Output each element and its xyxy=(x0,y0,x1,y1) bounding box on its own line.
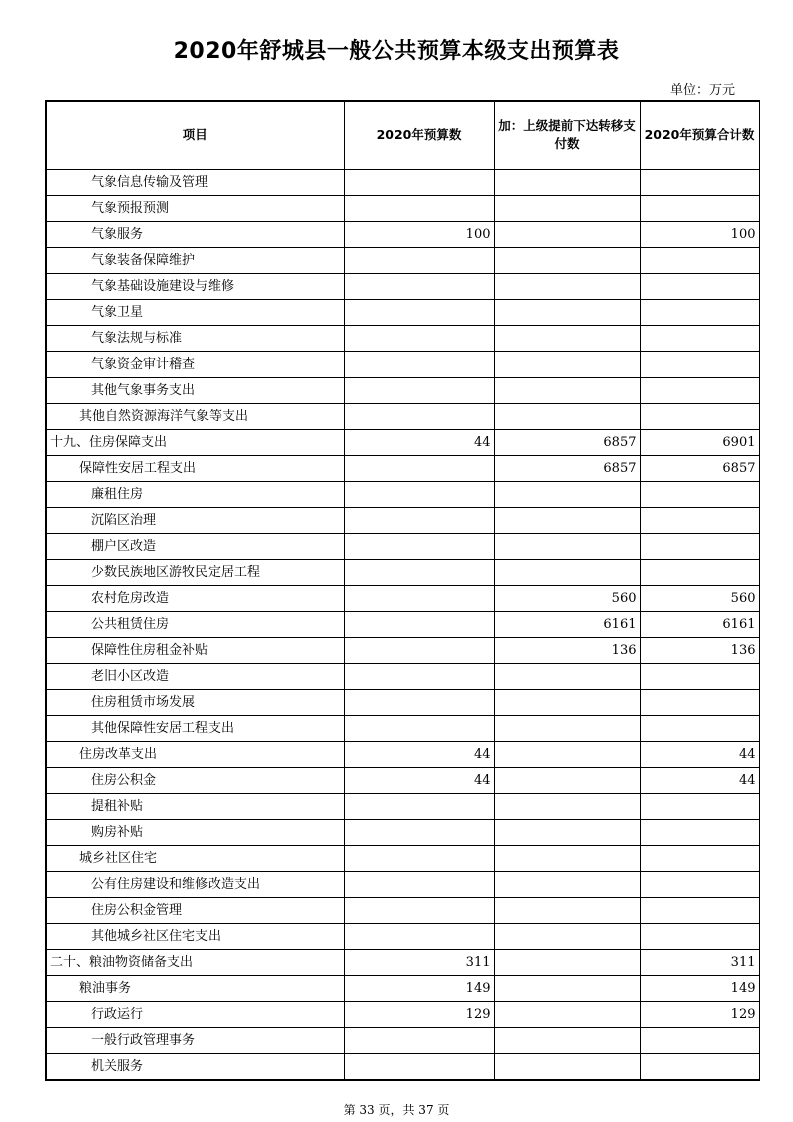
table-row xyxy=(46,403,759,429)
budget-cell xyxy=(344,273,494,299)
budget-cell: 100 xyxy=(344,221,494,247)
transfer-cell xyxy=(494,533,640,559)
table-row xyxy=(46,429,759,455)
total-cell: 44 xyxy=(640,741,759,767)
table-row xyxy=(46,923,759,949)
table-row xyxy=(46,767,759,793)
total-cell xyxy=(640,923,759,949)
budget-cell xyxy=(344,585,494,611)
transfer-cell: 6857 xyxy=(494,429,640,455)
budget-cell xyxy=(344,481,494,507)
total-cell xyxy=(640,377,759,403)
total-cell: 100 xyxy=(640,221,759,247)
header-row xyxy=(46,101,759,169)
budget-cell xyxy=(344,1027,494,1053)
table-row xyxy=(46,897,759,923)
total-cell: 129 xyxy=(640,1001,759,1027)
item-name-cell: 其他自然资源海洋气象等支出 xyxy=(46,403,344,429)
transfer-cell xyxy=(494,819,640,845)
transfer-cell xyxy=(494,377,640,403)
transfer-cell xyxy=(494,351,640,377)
item-name-cell: 机关服务 xyxy=(46,1053,344,1080)
total-cell xyxy=(640,897,759,923)
transfer-cell xyxy=(494,689,640,715)
total-cell: 136 xyxy=(640,637,759,663)
budget-cell: 44 xyxy=(344,429,494,455)
item-name-cell: 粮油事务 xyxy=(46,975,344,1001)
item-name-cell: 住房公积金 xyxy=(46,767,344,793)
table-row xyxy=(46,221,759,247)
total-cell xyxy=(640,689,759,715)
total-cell xyxy=(640,481,759,507)
table-row xyxy=(46,507,759,533)
transfer-cell xyxy=(494,559,640,585)
item-name-cell: 其他保障性安居工程支出 xyxy=(46,715,344,741)
item-name-cell: 保障性安居工程支出 xyxy=(46,455,344,481)
item-name-cell: 廉租住房 xyxy=(46,481,344,507)
item-name-cell: 公共租赁住房 xyxy=(46,611,344,637)
budget-cell xyxy=(344,377,494,403)
table-row xyxy=(46,1053,759,1080)
budget-cell xyxy=(344,559,494,585)
total-cell xyxy=(640,403,759,429)
budget-cell xyxy=(344,403,494,429)
item-name-cell: 气象预报预测 xyxy=(46,195,344,221)
total-cell xyxy=(640,195,759,221)
table-row xyxy=(46,299,759,325)
budget-cell xyxy=(344,611,494,637)
table-header xyxy=(46,101,759,169)
item-name-cell: 气象卫星 xyxy=(46,299,344,325)
item-name-cell: 二十、粮油物资储备支出 xyxy=(46,949,344,975)
transfer-cell xyxy=(494,767,640,793)
table-row xyxy=(46,559,759,585)
transfer-cell xyxy=(494,897,640,923)
item-name-cell: 行政运行 xyxy=(46,1001,344,1027)
transfer-cell: 6161 xyxy=(494,611,640,637)
budget-cell: 129 xyxy=(344,1001,494,1027)
total-cell: 6857 xyxy=(640,455,759,481)
table-row xyxy=(46,325,759,351)
total-cell xyxy=(640,793,759,819)
item-name-cell: 城乡社区住宅 xyxy=(46,845,344,871)
table-row xyxy=(46,481,759,507)
total-cell: 149 xyxy=(640,975,759,1001)
total-cell xyxy=(640,1027,759,1053)
item-name-cell: 老旧小区改造 xyxy=(46,663,344,689)
budget-cell xyxy=(344,455,494,481)
item-name-cell: 十九、住房保障支出 xyxy=(46,429,344,455)
table-row xyxy=(46,1001,759,1027)
item-name-cell: 一般行政管理事务 xyxy=(46,1027,344,1053)
total-cell xyxy=(640,819,759,845)
budget-cell xyxy=(344,169,494,195)
item-name-cell: 保障性住房租金补贴 xyxy=(46,637,344,663)
table-row xyxy=(46,1027,759,1053)
transfer-cell xyxy=(494,325,640,351)
table-row xyxy=(46,455,759,481)
total-cell xyxy=(640,845,759,871)
transfer-cell xyxy=(494,221,640,247)
budget-cell xyxy=(344,871,494,897)
transfer-cell: 6857 xyxy=(494,455,640,481)
table-row xyxy=(46,871,759,897)
budget-cell xyxy=(344,507,494,533)
table-row xyxy=(46,585,759,611)
budget-cell xyxy=(344,689,494,715)
transfer-cell xyxy=(494,871,640,897)
budget-cell xyxy=(344,845,494,871)
table-row xyxy=(46,715,759,741)
page-title: 2020年舒城县一般公共预算本级支出预算表 xyxy=(173,39,620,64)
table-row xyxy=(46,611,759,637)
transfer-cell xyxy=(494,1027,640,1053)
budget-cell: 149 xyxy=(344,975,494,1001)
budget-cell xyxy=(344,1053,494,1080)
budget-cell: 44 xyxy=(344,741,494,767)
table-row xyxy=(46,273,759,299)
item-name-cell: 气象信息传输及管理 xyxy=(46,169,344,195)
item-name-cell: 气象服务 xyxy=(46,221,344,247)
transfer-cell: 136 xyxy=(494,637,640,663)
unit-label: 单位：万元 xyxy=(669,83,735,98)
item-name-cell: 住房改革支出 xyxy=(46,741,344,767)
total-cell: 311 xyxy=(640,949,759,975)
total-cell xyxy=(640,507,759,533)
total-cell: 6901 xyxy=(640,429,759,455)
table-row xyxy=(46,533,759,559)
transfer-cell: 560 xyxy=(494,585,640,611)
transfer-cell xyxy=(494,299,640,325)
table-row xyxy=(46,793,759,819)
transfer-cell xyxy=(494,169,640,195)
transfer-cell xyxy=(494,949,640,975)
budget-cell xyxy=(344,819,494,845)
table-body xyxy=(46,169,759,1080)
item-name-cell: 棚户区改造 xyxy=(46,533,344,559)
budget-cell xyxy=(344,897,494,923)
table-row xyxy=(46,819,759,845)
total-cell xyxy=(640,533,759,559)
item-name-cell: 农村危房改造 xyxy=(46,585,344,611)
total-cell xyxy=(640,325,759,351)
transfer-cell xyxy=(494,507,640,533)
budget-cell xyxy=(344,637,494,663)
header-budget: 2020年预算数 xyxy=(344,101,494,169)
item-name-cell: 气象法规与标准 xyxy=(46,325,344,351)
total-cell xyxy=(640,169,759,195)
item-name-cell: 其他城乡社区住宅支出 xyxy=(46,923,344,949)
transfer-cell xyxy=(494,845,640,871)
transfer-cell xyxy=(494,273,640,299)
budget-cell: 311 xyxy=(344,949,494,975)
transfer-cell xyxy=(494,741,640,767)
item-name-cell: 其他气象事务支出 xyxy=(46,377,344,403)
table-row xyxy=(46,195,759,221)
header-item: 项目 xyxy=(46,101,344,169)
transfer-cell xyxy=(494,481,640,507)
total-cell xyxy=(640,299,759,325)
table-row xyxy=(46,377,759,403)
transfer-cell xyxy=(494,663,640,689)
budget-cell xyxy=(344,715,494,741)
budget-cell xyxy=(344,247,494,273)
table-row xyxy=(46,949,759,975)
transfer-cell xyxy=(494,403,640,429)
budget-cell xyxy=(344,299,494,325)
total-cell xyxy=(640,1053,759,1080)
budget-cell xyxy=(344,351,494,377)
budget-table xyxy=(45,100,760,1081)
total-cell xyxy=(640,247,759,273)
transfer-cell xyxy=(494,793,640,819)
total-cell: 560 xyxy=(640,585,759,611)
table-row xyxy=(46,975,759,1001)
header-transfer: 加：上级提前下达转移支付数 xyxy=(494,101,640,169)
budget-cell xyxy=(344,793,494,819)
transfer-cell xyxy=(494,1053,640,1080)
total-cell xyxy=(640,871,759,897)
table-row xyxy=(46,845,759,871)
transfer-cell xyxy=(494,975,640,1001)
page-footer: 第 33 页，共 37 页 xyxy=(343,1103,450,1117)
item-name-cell: 气象装备保障维护 xyxy=(46,247,344,273)
table-row xyxy=(46,247,759,273)
table-row xyxy=(46,689,759,715)
total-cell xyxy=(640,273,759,299)
total-cell xyxy=(640,663,759,689)
budget-cell xyxy=(344,533,494,559)
item-name-cell: 购房补贴 xyxy=(46,819,344,845)
total-cell: 6161 xyxy=(640,611,759,637)
table-row xyxy=(46,663,759,689)
item-name-cell: 住房公积金管理 xyxy=(46,897,344,923)
table-row xyxy=(46,169,759,195)
table-row xyxy=(46,741,759,767)
budget-cell: 44 xyxy=(344,767,494,793)
item-name-cell: 公有住房建设和维修改造支出 xyxy=(46,871,344,897)
item-name-cell: 气象资金审计稽查 xyxy=(46,351,344,377)
header-total: 2020年预算合计数 xyxy=(640,101,759,169)
budget-cell xyxy=(344,195,494,221)
budget-cell xyxy=(344,663,494,689)
transfer-cell xyxy=(494,195,640,221)
item-name-cell: 气象基础设施建设与维修 xyxy=(46,273,344,299)
transfer-cell xyxy=(494,1001,640,1027)
item-name-cell: 沉陷区治理 xyxy=(46,507,344,533)
item-name-cell: 住房租赁市场发展 xyxy=(46,689,344,715)
budget-cell xyxy=(344,325,494,351)
total-cell: 44 xyxy=(640,767,759,793)
transfer-cell xyxy=(494,247,640,273)
total-cell xyxy=(640,715,759,741)
table-row xyxy=(46,351,759,377)
total-cell xyxy=(640,559,759,585)
transfer-cell xyxy=(494,923,640,949)
item-name-cell: 少数民族地区游牧民定居工程 xyxy=(46,559,344,585)
total-cell xyxy=(640,351,759,377)
transfer-cell xyxy=(494,715,640,741)
budget-cell xyxy=(344,923,494,949)
item-name-cell: 提租补贴 xyxy=(46,793,344,819)
table-row xyxy=(46,637,759,663)
